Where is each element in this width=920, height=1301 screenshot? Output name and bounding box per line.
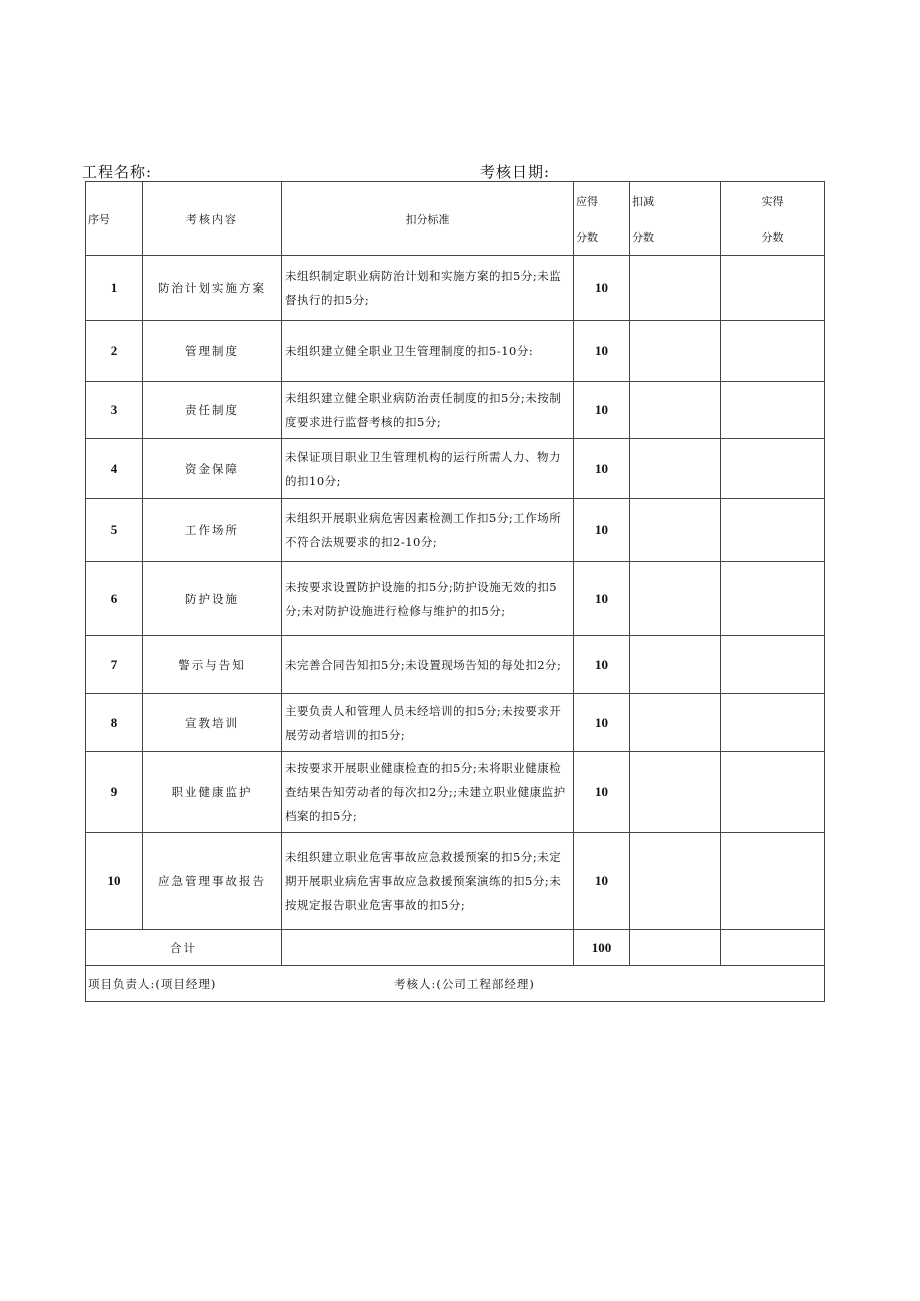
row-due-score: 10	[574, 499, 630, 562]
row-deduct-score[interactable]	[630, 636, 721, 694]
row-index: 7	[86, 636, 143, 694]
row-index: 8	[86, 694, 143, 752]
row-deduct-score[interactable]	[630, 694, 721, 752]
row-criteria: 未按要求开展职业健康检查的扣5分;未将职业健康检查结果告知劳动者的每次扣2分;;未建立职业健康监护档案的扣5分;	[282, 752, 574, 833]
row-index: 5	[86, 499, 143, 562]
assessment-table	[85, 181, 825, 1002]
row-deduct-score[interactable]	[630, 499, 721, 562]
table-row	[86, 833, 825, 930]
footer-row	[86, 966, 825, 1002]
row-index: 3	[86, 382, 143, 439]
row-deduct-score[interactable]	[630, 382, 721, 439]
column-deduct-header	[630, 182, 721, 256]
due-score-header-bottom: 分数	[576, 230, 598, 244]
table-row	[86, 752, 825, 833]
row-deduct-score[interactable]	[630, 256, 721, 321]
row-due-score: 10	[574, 694, 630, 752]
project-name-label: 工程名称:	[82, 163, 153, 181]
row-criteria: 未按要求设置防护设施的扣5分;防护设施无效的扣5分;未对防护设施进行检修与维护的扣5分;	[282, 562, 574, 636]
row-criteria: 未组织制定职业病防治计划和实施方案的扣5分;未监督执行的扣5分;	[282, 256, 574, 321]
row-actual-score[interactable]	[721, 321, 825, 382]
total-due-score: 100	[574, 930, 630, 966]
deduct-header-top: 扣减	[632, 194, 654, 208]
row-due-score: 10	[574, 321, 630, 382]
total-criteria-blank	[282, 930, 574, 966]
table-row	[86, 636, 825, 694]
total-label: 合计	[86, 930, 282, 966]
signature-cell	[86, 966, 825, 1002]
row-index: 9	[86, 752, 143, 833]
row-due-score: 10	[574, 752, 630, 833]
column-actual-header	[721, 182, 825, 256]
row-due-score: 10	[574, 256, 630, 321]
row-actual-score[interactable]	[721, 439, 825, 499]
row-item: 宣教培训	[143, 694, 282, 752]
row-index: 2	[86, 321, 143, 382]
reviewer-label: 考核人:(公司工程部经理)	[394, 976, 535, 991]
row-item: 应急管理事故报告	[143, 833, 282, 930]
row-deduct-score[interactable]	[630, 562, 721, 636]
row-due-score: 10	[574, 833, 630, 930]
row-actual-score[interactable]	[721, 499, 825, 562]
row-actual-score[interactable]	[721, 382, 825, 439]
column-item-header: 考核内容	[143, 182, 282, 256]
row-due-score: 10	[574, 562, 630, 636]
row-index: 1	[86, 256, 143, 321]
responsible-label: 项目负责人:(项目经理)	[88, 976, 217, 991]
actual-header-bottom: 分数	[761, 230, 784, 244]
row-criteria: 未保证项目职业卫生管理机构的运行所需人力、物力的扣10分;	[282, 439, 574, 499]
table-row	[86, 499, 825, 562]
table-row	[86, 694, 825, 752]
row-item: 责任制度	[143, 382, 282, 439]
row-item: 工作场所	[143, 499, 282, 562]
row-actual-score[interactable]	[721, 694, 825, 752]
row-item: 资金保障	[143, 439, 282, 499]
row-actual-score[interactable]	[721, 562, 825, 636]
column-index-header: 序号	[86, 182, 143, 256]
row-item: 管理制度	[143, 321, 282, 382]
row-due-score: 10	[574, 636, 630, 694]
column-criteria-header: 扣分标准	[282, 182, 574, 256]
row-index: 10	[86, 833, 143, 930]
row-criteria: 主要负责人和管理人员未经培训的扣5分;未按要求开展劳动者培训的扣5分;	[282, 694, 574, 752]
table-row	[86, 562, 825, 636]
row-deduct-score[interactable]	[630, 439, 721, 499]
actual-header-top: 实得	[761, 194, 784, 208]
row-actual-score[interactable]	[721, 636, 825, 694]
total-actual-score[interactable]	[721, 930, 825, 966]
row-index: 4	[86, 439, 143, 499]
total-deduct-score[interactable]	[630, 930, 721, 966]
row-deduct-score[interactable]	[630, 833, 721, 930]
row-actual-score[interactable]	[721, 752, 825, 833]
due-score-header-top: 应得	[576, 194, 598, 208]
row-due-score: 10	[574, 382, 630, 439]
row-item: 防治计划实施方案	[143, 256, 282, 321]
row-actual-score[interactable]	[721, 256, 825, 321]
table-row	[86, 382, 825, 439]
row-item: 防护设施	[143, 562, 282, 636]
row-deduct-score[interactable]	[630, 321, 721, 382]
row-item: 职业健康监护	[143, 752, 282, 833]
row-index: 6	[86, 562, 143, 636]
row-criteria: 未组织建立健全职业病防治责任制度的扣5分;未按制度要求进行监督考核的扣5分;	[282, 382, 574, 439]
table-row	[86, 256, 825, 321]
column-due-score-header	[574, 182, 630, 256]
total-row	[86, 930, 825, 966]
row-item: 警示与告知	[143, 636, 282, 694]
row-due-score: 10	[574, 439, 630, 499]
row-actual-score[interactable]	[721, 833, 825, 930]
row-criteria: 未组织开展职业病危害因素检测工作扣5分;工作场所不符合法规要求的扣2-10分;	[282, 499, 574, 562]
row-criteria: 未组织建立职业危害事故应急救援预案的扣5分;未定期开展职业病危害事故应急救援预案演练的扣5分;未按规定报告职业危害事故的扣5分;	[282, 833, 574, 930]
deduct-header-bottom: 分数	[632, 230, 654, 244]
review-date-label: 考核日期:	[480, 163, 551, 181]
row-criteria: 未组织建立健全职业卫生管理制度的扣5-10分:	[282, 321, 574, 382]
table-row	[86, 321, 825, 382]
row-deduct-score[interactable]	[630, 752, 721, 833]
header-row	[86, 182, 825, 256]
row-criteria: 未完善合同告知扣5分;未设置现场告知的每处扣2分;	[282, 636, 574, 694]
table-row	[86, 439, 825, 499]
